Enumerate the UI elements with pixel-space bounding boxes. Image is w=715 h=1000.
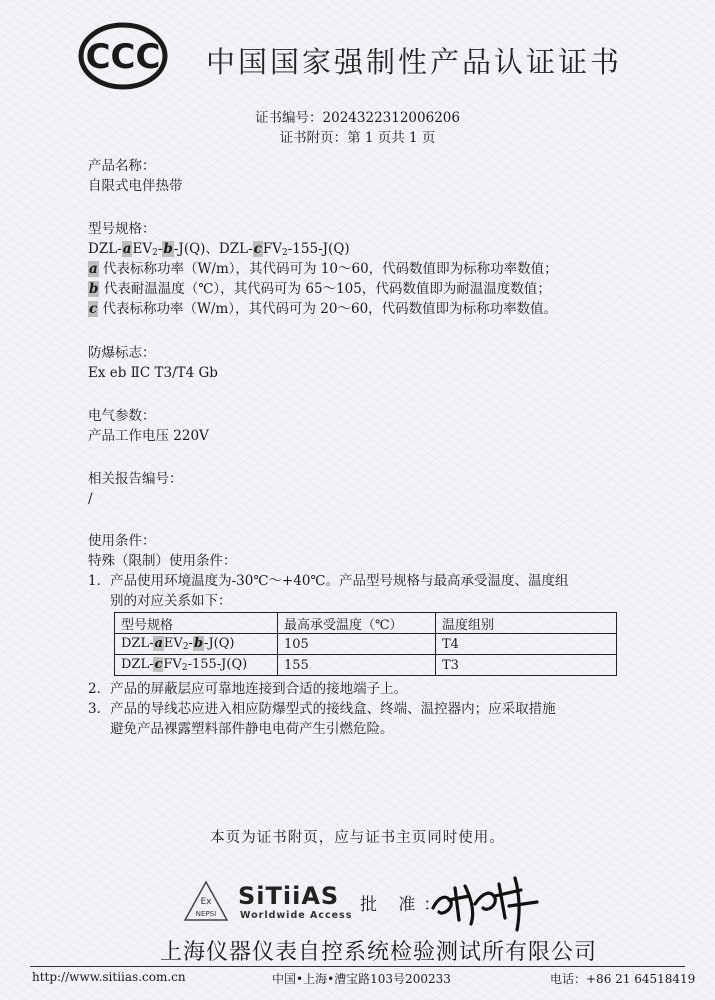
footer-website[interactable]: http://www.sitiias.com.cn <box>32 970 186 984</box>
footer-divider <box>30 966 685 967</box>
sitiias-tagline: Worldwide Access <box>240 910 353 921</box>
condition-item-3: 3．产品的导线芯应进入相应防爆型式的接线盒、终端、温控器内；应采取措施 <box>88 701 556 717</box>
condition-item-3-cont: 避免产品裸露塑料部件静电电荷产生引燃危险。 <box>110 721 394 737</box>
table-cell-model: DZL-aEV$_2$-b-J(Q) <box>115 634 278 655</box>
model-label: 型号规格： <box>88 221 156 237</box>
explosion-label: 防爆标志： <box>88 345 156 361</box>
table-header-row <box>115 613 617 634</box>
table-row <box>115 655 617 676</box>
model-desc-b: b 代表耐温温度（℃），其代码可为 65～105，代码数值即为耐温温度数值； <box>89 281 551 297</box>
condition-item-1: 1．产品使用环境温度为-30℃～+40℃。产品型号规格与最高承受温度、温度组 <box>88 573 569 589</box>
condition-item-2: 2．产品的屏蔽层应可靠地连接到合适的接地端子上。 <box>88 681 408 697</box>
table-header: 型号规格 <box>115 613 278 634</box>
table-cell-temp: 105 <box>278 634 436 655</box>
model-desc-c: c 代表标称功率（W/m），其代码可为 20～60，代码数值即为标称功率数值。 <box>89 301 558 317</box>
special-conditions-label: 特殊（限制）使用条件： <box>88 553 237 569</box>
product-name-label: 产品名称： <box>88 158 156 174</box>
appendix-note: 本页为证书附页，应与证书主页同时使用。 <box>210 830 505 846</box>
certificate-number: 证书编号：2024322312006206 <box>255 110 460 126</box>
table-header: 温度组别 <box>436 613 617 634</box>
appendix-page: 证书附页：第 1 页共 1 页 <box>279 130 436 146</box>
electrical-value: 产品工作电压 220V <box>88 428 209 444</box>
condition-item-1-cont: 别的对应关系如下： <box>110 593 232 609</box>
electrical-label: 电气参数： <box>88 408 156 424</box>
ex-nepsi-logo <box>183 880 229 922</box>
company-name: 上海仪器仪表自控系统检验测试所有限公司 <box>160 940 598 965</box>
ex-logo-text: Ex <box>200 897 212 907</box>
table-cell-model: DZL-cFV$_2$-155-J(Q) <box>115 655 278 676</box>
table-row <box>115 634 617 655</box>
table-cell-temp: 155 <box>278 655 436 676</box>
report-value: / <box>88 491 93 507</box>
ccc-logo-text: CCC <box>85 37 161 77</box>
footer-address: 中国•上海•漕宝路103号200233 <box>272 972 451 986</box>
conditions-label: 使用条件： <box>88 533 156 549</box>
ccc-logo <box>78 22 168 90</box>
explosion-value: Ex eb ⅡC T3/T4 Gb <box>88 365 218 381</box>
model-value: DZL-aEV$_2$-b-J(Q)、DZL-cFV$_2$-155-J(Q) <box>88 241 350 258</box>
approve-label: 批 准： <box>360 895 449 915</box>
table-cell-group: T4 <box>436 634 617 655</box>
certificate-title: 中国国家强制性产品认证证书 <box>206 45 623 79</box>
table-cell-group: T3 <box>436 655 617 676</box>
table-header: 最高承受温度（℃） <box>278 613 436 634</box>
report-label: 相关报告编号： <box>88 471 183 487</box>
signature <box>425 868 545 932</box>
model-desc-a: a 代表标称功率（W/m），其代码可为 10～60，代码数值即为标称功率数值； <box>89 261 558 277</box>
sitiias-logo: SiTiiAS <box>238 882 340 910</box>
footer-phone: 电话：+86 21 64518419 <box>550 972 696 986</box>
nepsi-logo-text: NEPSI <box>195 910 217 918</box>
product-name-value: 自限式电伴热带 <box>88 178 183 194</box>
temperature-table <box>114 612 617 676</box>
